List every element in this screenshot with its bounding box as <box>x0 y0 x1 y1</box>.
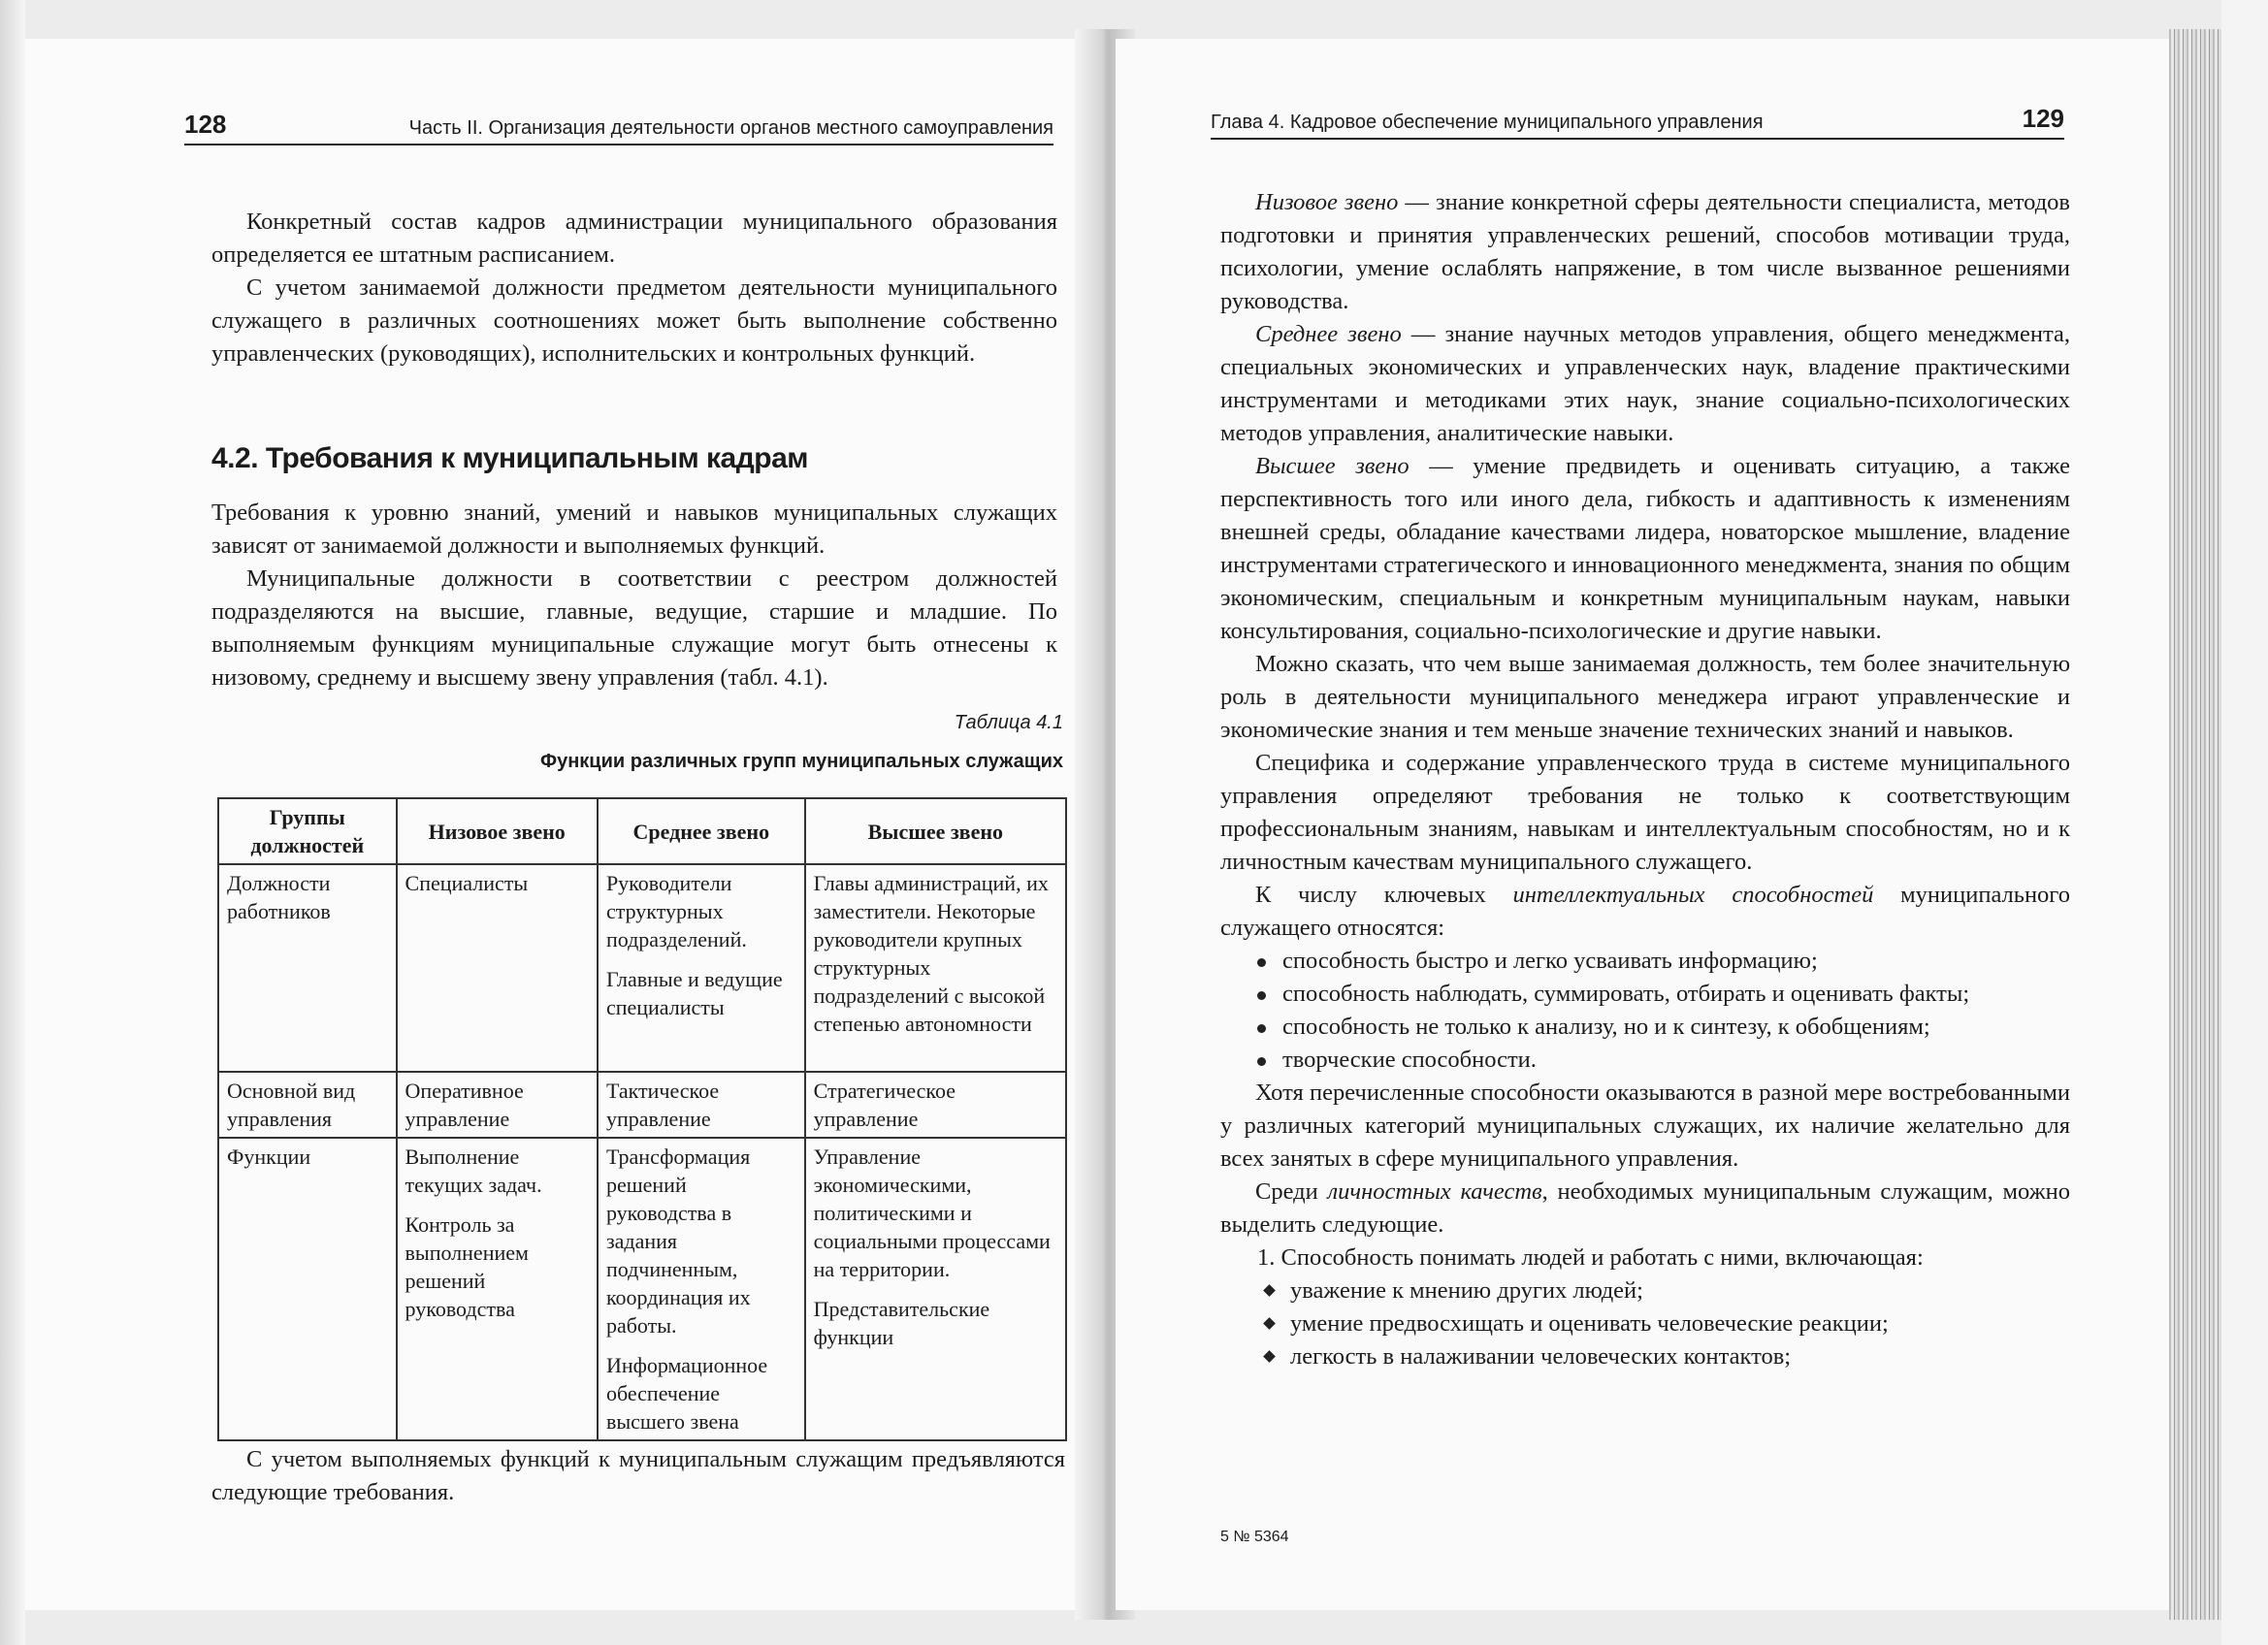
section-paragraph-1: Требования к уровню знаний, умений и навыков муниципальных служащих зависят от занимаемой должности и выполняемых функций. <box>211 500 1057 559</box>
scan-edge-right <box>2221 0 2268 1645</box>
numbered-item-1: 1. Способность понимать людей и работать с ними, включающая: <box>1257 1244 1924 1271</box>
section-text <box>211 497 1057 694</box>
term-middle-level: Среднее звено <box>1255 321 1402 347</box>
header-groups: Группы должностей <box>218 798 397 864</box>
left-page-number: 128 <box>184 110 227 139</box>
list-item: легкость в налаживании человеческих контактов; <box>1220 1340 2070 1373</box>
table-cell: Должности работников <box>218 864 397 1072</box>
table-cell: Тактическое управление <box>598 1072 805 1138</box>
after-table <box>211 1443 1065 1509</box>
table-header-row <box>218 798 1066 864</box>
table-cell: Основной вид управления <box>218 1072 397 1138</box>
after-table-paragraph: С учетом выполняемых функций к муниципальным служащим предъявляются следующие требования. <box>211 1446 1065 1505</box>
table-cell <box>598 1138 805 1440</box>
cell-text: Информационное обеспечение высшего звена <box>605 1353 768 1434</box>
list-item: уважение к мнению других людей; <box>1220 1274 2070 1307</box>
list-item: умение предвосхищать и оценивать человеческие реакции; <box>1220 1307 2070 1340</box>
header-lower: Низовое звено <box>397 798 598 864</box>
cell-text: Представительские функции <box>813 1297 990 1349</box>
table-cell: Специалисты <box>397 864 598 1072</box>
header-upper: Высшее звено <box>805 798 1066 864</box>
table-cell: Оперативное управление <box>397 1072 598 1138</box>
list-item: способность не только к анализу, но и к синтезу, к обобщениям; <box>1220 1011 2070 1044</box>
right-column <box>1220 186 2070 1373</box>
paragraph-6: К числу ключевых интеллектуальных способностей муниципального служащего относятся: <box>1220 882 2070 941</box>
right-page-number: 129 <box>2022 104 2064 133</box>
paragraph-8: Среди личностных качеств, необходимых муниципальным служащим, можно выделить следующие. <box>1220 1178 2070 1238</box>
cell-text: Управление экономическими, политическими и социальными процессами на территории. <box>813 1145 1051 1281</box>
list-item: способность наблюдать, суммировать, отбирать и оценивать факты; <box>1220 978 2070 1011</box>
scan-edge-left <box>0 0 25 1645</box>
paragraph-middle-level: Среднее звено — знание научных методов управления, общего менеджмента, специальных экономических и управленческих наук, владение практическими инструментами и методиками этих наук, знание социально-психологических методов управления, аналитические навыки. <box>1220 321 2070 446</box>
left-running-head: Часть II. Организация деятельности органов местного самоуправления <box>408 117 1053 139</box>
paragraph-upper-level: Высшее звено — умение предвидеть и оценивать ситуацию, а также перспективность того или иного дела, гибкость и адаптивность к изменениям внешней среды, обладание качествами лидера, новаторское мышление, владение инструментами стратегического и инновационного менеджмента, знания по общим экономическим, специальным и конкретным муниципальным наукам, навыки консультирования, социально-психологические и другие навыки. <box>1220 453 2070 644</box>
list-item: способность быстро и легко усваивать информацию; <box>1220 945 2070 978</box>
cell-text: Контроль за выполнением решений руководства <box>405 1212 529 1321</box>
table-cell: Стратегическое управление <box>805 1072 1066 1138</box>
table-cell <box>805 1138 1066 1440</box>
intro-paragraph-2: С учетом занимаемой должности предметом деятельности муниципального служащего в различных соотношениях может быть выполнение собственно управленческих (руководящих), исполнительских и контрольных функций. <box>211 274 1057 367</box>
left-page-header <box>184 101 1053 145</box>
qualities-sublist <box>1220 1274 2070 1373</box>
table-cell <box>598 864 805 1072</box>
table-row <box>218 864 1066 1072</box>
signature-code: 5 № 5364 <box>1220 1529 1289 1545</box>
table-title: Функции различных групп муниципальных служащих <box>540 751 1063 772</box>
right-running-head: Глава 4. Кадровое обеспечение муниципального управления <box>1211 112 1764 133</box>
section-heading: 4.2. Требования к муниципальным кадрам <box>211 442 808 474</box>
table-row <box>218 1138 1066 1440</box>
left-intro <box>211 206 1057 371</box>
table-cell: Главы администраций, их заместители. Некоторые руководители крупных структурных подразделений с высокой степенью автономности <box>805 864 1066 1072</box>
term-lower-level: Низовое звено <box>1255 189 1399 215</box>
list-item: творческие способности. <box>1220 1044 2070 1077</box>
abilities-list <box>1220 945 2070 1077</box>
paragraph-5: Специфика и содержание управленческого труда в системе муниципального управления определяют требования не только к соответствующим профессиональным знаниям, навыкам и интеллектуальным способностям, но и к личностным качествам муниципального служащего. <box>1220 750 2070 875</box>
paragraph-4: Можно сказать, что чем выше занимаемая должность, тем более значительную роль в деятельности муниципального менеджера играют управленческие и экономические знания и тем меньше значение технических знаний и навыков. <box>1220 651 2070 743</box>
cell-text: Главные и ведущие специалисты <box>605 967 783 1019</box>
section-paragraph-2: Муниципальные должности в соответствии с реестром должностей подразделяются на высшие, главные, ведущие, старшие и младшие. По выполняемым функциям муниципальные служащие могут быть отнесены к низовому, среднему и высшему звену управления (табл. 4.1). <box>211 565 1057 691</box>
table-row <box>218 1072 1066 1138</box>
term-upper-level: Высшее звено <box>1255 453 1409 479</box>
cell-text: Руководители структурных подразделений. <box>605 871 747 952</box>
paragraph-lower-level: Низовое звено — знание конкретной сферы деятельности специалиста, методов подготовки и принятия управленческих решений, способов мотивации труда, психологии, умение ослаблять напряжение, в том числе вызванное решениями руководства. <box>1220 189 2070 314</box>
paragraph-7: Хотя перечисленные способности оказываются в разной мере востребованными у различных категорий муниципальных служащих, их наличие желательно для всех занятых в сфере муниципального управления. <box>1220 1080 2070 1172</box>
table-cell <box>397 1138 598 1440</box>
header-middle: Среднее звено <box>598 798 805 864</box>
table-cell: Функции <box>218 1138 397 1440</box>
right-page-header <box>1211 95 2064 140</box>
intro-paragraph-1: Конкретный состав кадров администрации муниципального образования определяется ее штатным расписанием. <box>211 209 1057 268</box>
cell-text: Выполнение текущих задач. <box>405 1145 542 1197</box>
cell-text: Трансформация решений руководства в задания подчиненным, координация их работы. <box>605 1145 751 1338</box>
functions-table <box>217 797 1067 1441</box>
table-number: Таблица 4.1 <box>954 712 1063 733</box>
